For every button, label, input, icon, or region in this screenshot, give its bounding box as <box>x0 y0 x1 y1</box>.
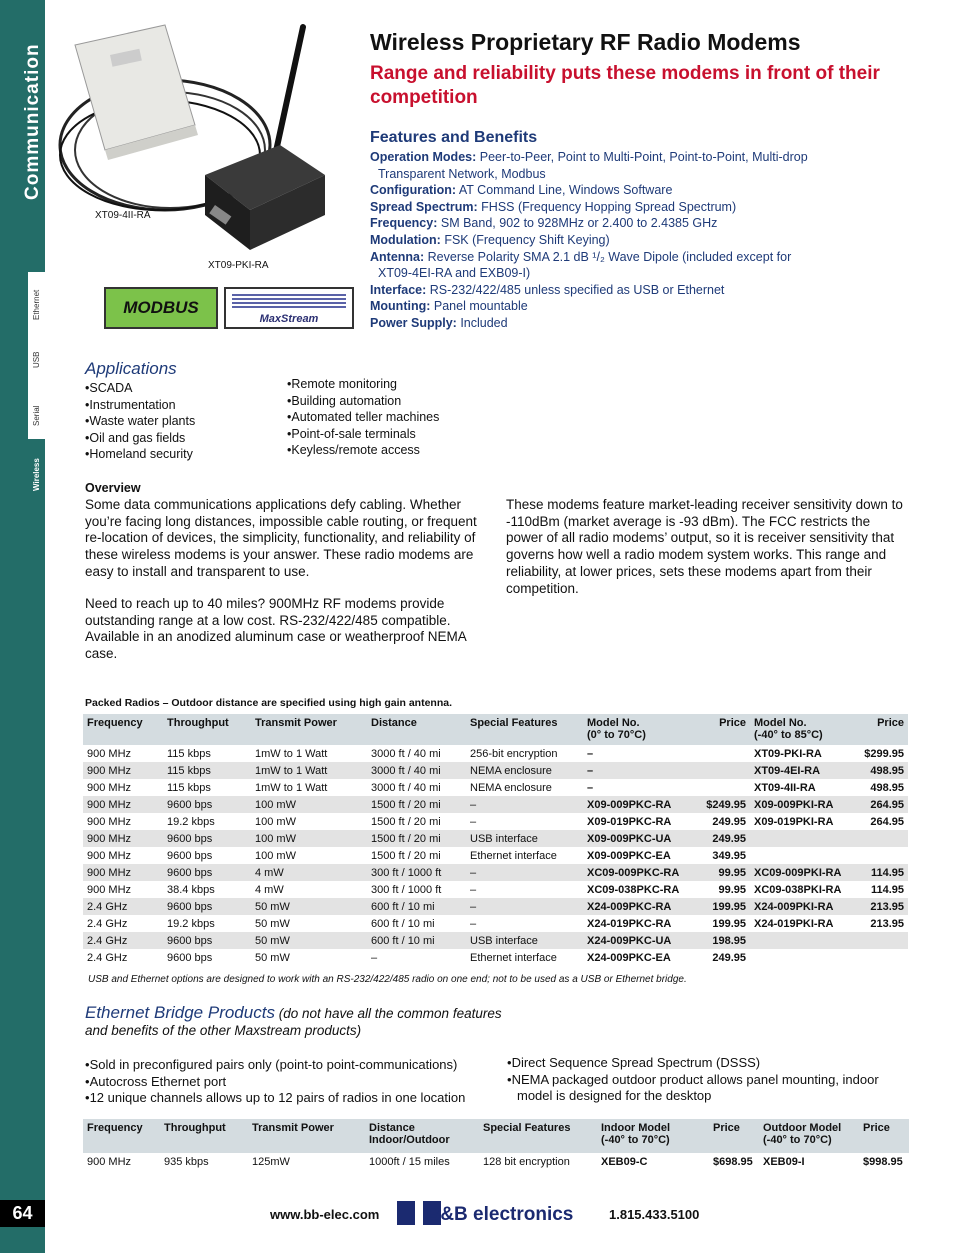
table-cell: X24-019PKC-RA <box>587 917 672 930</box>
table-cell: 900 MHz <box>87 849 132 862</box>
table-cell: 498.95 <box>860 762 908 779</box>
table-cell: 100 mW <box>255 849 296 862</box>
table-cell: 115 kbps <box>163 762 251 779</box>
table-cell: 1500 ft / 20 mi <box>367 796 466 813</box>
table-row <box>83 932 908 949</box>
table-cell: XC09-009PKI-RA <box>750 864 860 881</box>
table-cell: 9600 bps <box>163 796 251 813</box>
table-cell: 100 mW <box>251 830 367 847</box>
table-cell <box>750 932 860 949</box>
table-cell: 2.4 GHz <box>83 932 163 949</box>
applications-list-2 <box>287 376 439 459</box>
list-item: • Automated teller machines <box>287 409 439 426</box>
table-row <box>83 796 908 813</box>
table-row <box>83 949 908 966</box>
product-photo <box>55 15 355 275</box>
table-cell: XT09-PKI-RA <box>754 747 822 760</box>
table-cell: $249.95 <box>691 796 750 813</box>
image-caption: XT09-PKI-RA <box>208 260 269 271</box>
table-cell: 3000 ft / 40 mi <box>367 762 466 779</box>
page-subtitle: Range and reliability puts these modems in front of their competition <box>370 63 880 108</box>
table-cell: 128 bit encryption <box>483 1155 570 1168</box>
table-cell: – <box>583 762 691 779</box>
table-cell <box>691 762 750 779</box>
table-cell <box>691 779 750 796</box>
table-cell: – <box>371 951 378 964</box>
tab-ethernet[interactable]: Ethernet <box>32 289 41 320</box>
list-item: • SCADA <box>85 380 195 397</box>
feature-item: Antenna: Reverse Polarity SMA 2.1 dB ¹/₂ Wave Dipole (included except for <box>370 249 792 264</box>
table-cell <box>750 847 860 864</box>
column-header: Throughput <box>160 1119 248 1153</box>
column-header: Transmit Power <box>251 714 367 745</box>
table-cell: $998.95 <box>863 1155 903 1168</box>
table-cell: NEMA enclosure <box>470 781 552 794</box>
table-cell: 9600 bps <box>167 951 213 964</box>
packed-radios-table <box>83 714 908 966</box>
table-cell: 300 ft / 1000 ft <box>367 864 466 881</box>
table-cell: 600 ft / 10 mi <box>367 932 466 949</box>
feature-item-cont: XT09-4EI-RA and EXB09-I) <box>378 266 531 281</box>
table-cell: – <box>470 815 477 828</box>
table-cell: 19.2 kbps <box>167 815 215 828</box>
table-row <box>83 830 908 847</box>
table-cell: – <box>470 917 477 930</box>
table-cell: X24-019PKI-RA <box>754 917 834 930</box>
features-heading: Features and Benefits <box>370 129 538 146</box>
applications-heading: Applications <box>85 359 177 378</box>
table-cell: 900 MHz <box>87 747 132 760</box>
table-cell: X09-009PKC-UA <box>583 830 691 847</box>
table-cell: 264.95 <box>860 796 908 813</box>
table-cell <box>691 745 750 762</box>
table-cell: 213.95 <box>870 917 904 930</box>
table-cell: X09-019PKI-RA <box>754 815 834 828</box>
table-cell: 3000 ft / 40 mi <box>371 781 441 794</box>
table-cell: 100 mW <box>251 796 367 813</box>
table-cell: 900 MHz <box>83 830 163 847</box>
column-header: Special Features <box>466 714 583 745</box>
table-cell: 264.95 <box>870 815 904 828</box>
table-cell: USB interface <box>466 932 583 949</box>
table-cell: 900 MHz <box>83 762 163 779</box>
tab-serial[interactable]: Serial <box>32 405 41 426</box>
table-cell: $299.95 <box>864 747 904 760</box>
section-title: Communication <box>22 43 43 200</box>
feature-item: Configuration: AT Command Line, Windows Software <box>370 183 673 198</box>
feature-item: Modulation: FSK (Frequency Shift Keying) <box>370 232 610 247</box>
column-header: Model No. (0° to 70°C) <box>583 714 691 745</box>
feature-item: Power Supply: Included <box>370 315 508 330</box>
table-cell: 115 kbps <box>167 781 211 794</box>
list-item: • Autocross Ethernet port <box>85 1074 495 1091</box>
table-cell: XEB09-C <box>601 1155 648 1168</box>
table-cell: 125mW <box>252 1155 290 1168</box>
list-item: • Remote monitoring <box>287 376 439 393</box>
table-cell: 1mW to 1 Watt <box>255 747 328 760</box>
list-item: • Point-of-sale terminals <box>287 426 439 443</box>
column-header: Distance Indoor/Outdoor <box>365 1119 479 1153</box>
table-cell <box>750 949 860 966</box>
table-cell: X09-009PKC-EA <box>587 849 671 862</box>
table-cell <box>860 949 908 966</box>
ethernet-bridge-heading: Ethernet Bridge Products (do not have all the common features and benefits of the other Maxstream products) <box>85 1003 502 1038</box>
table-cell: 9600 bps <box>163 932 251 949</box>
table-cell: Ethernet interface <box>470 849 557 862</box>
table-row <box>83 864 908 881</box>
list-item: • Keyless/remote access <box>287 442 439 459</box>
column-header: Frequency <box>83 714 163 745</box>
table-cell: 349.95 <box>712 849 746 862</box>
section-tabs <box>28 272 45 494</box>
table-row <box>83 779 908 796</box>
table-row <box>83 847 908 864</box>
table-caption: Packed Radios – Outdoor distance are specified using high gain antenna. <box>85 697 452 709</box>
table-row <box>83 881 908 898</box>
table-row <box>83 762 908 779</box>
overview-paragraph: These modems feature market-leading receiver sensitivity down to -110dBm (market average is -93 dBm). The FCC restricts the power of all radio modems’ output, so it is receiver sensitivity that governs how well a radio modem system works. This range and reliability, at lower prices, sets these modems apart from their competition. <box>506 497 903 596</box>
table-cell: – <box>587 747 594 760</box>
table-cell <box>860 830 908 847</box>
table-cell: 115 kbps <box>167 747 211 760</box>
list-item: • Instrumentation <box>85 397 195 414</box>
table-cell: X09-009PKC-RA <box>583 796 691 813</box>
list-item: • Direct Sequence Spread Spectrum (DSSS) <box>507 1055 912 1072</box>
column-header: Throughput <box>163 714 251 745</box>
table-cell: USB interface <box>466 830 583 847</box>
table-cell: XC09-009PKC-RA <box>583 864 691 881</box>
table-cell: 50 mW <box>251 932 367 949</box>
table-cell: 100 mW <box>255 815 296 828</box>
column-header: Price <box>860 714 908 745</box>
table-cell: 50 mW <box>251 898 367 915</box>
table-cell: NEMA enclosure <box>466 762 583 779</box>
table-cell: – <box>466 898 583 915</box>
radio-modem-illustration <box>55 15 355 275</box>
column-header: Price <box>709 1119 759 1153</box>
table-cell: – <box>587 781 594 794</box>
table-cell: 50 mW <box>255 917 290 930</box>
table-row <box>83 915 908 932</box>
table-row <box>83 813 908 830</box>
table-cell <box>860 932 908 949</box>
feature-item: Interface: RS-232/422/485 unless specified as USB or Ethernet <box>370 282 725 297</box>
table-cell: XC09-038PKI-RA <box>754 883 842 896</box>
table-cell: 1500 ft / 20 mi <box>367 830 466 847</box>
table-cell: 114.95 <box>860 864 908 881</box>
table-cell: 9600 bps <box>163 864 251 881</box>
image-caption: XT09-4II-RA <box>95 210 151 221</box>
table-row <box>83 1153 909 1170</box>
maxstream-wordmark: MaxStream <box>259 313 319 325</box>
column-header: Model No. (-40° to 85°C) <box>750 714 860 745</box>
table-cell: 213.95 <box>860 898 908 915</box>
bridge-features-list-2 <box>507 1055 912 1105</box>
table-cell: 935 kbps <box>164 1155 209 1168</box>
table-row <box>83 898 908 915</box>
feature-item: Frequency: SM Band, 902 to 928MHz or 2.400 to 2.4385 GHz <box>370 216 718 231</box>
overview-paragraph: Need to reach up to 40 miles? 900MHz RF modems provide outstanding range at a low cost. RS-232/422/485 compatible. Available in an anodized aluminum case or weatherproof NEMA case. <box>85 596 466 662</box>
column-header: Price <box>691 714 750 745</box>
table-cell: X09-009PKI-RA <box>750 796 860 813</box>
table-header-row <box>83 1119 909 1153</box>
page-number: 64 <box>0 1200 45 1227</box>
table-cell: XT09-4II-RA <box>754 781 816 794</box>
table-cell <box>860 847 908 864</box>
list-item: • Waste water plants <box>85 413 195 430</box>
table-cell: 2.4 GHz <box>87 951 128 964</box>
column-header: Transmit Power <box>248 1119 365 1153</box>
table-cell: – <box>466 864 583 881</box>
table-cell: 900 MHz <box>83 864 163 881</box>
maxstream-logo <box>224 287 354 329</box>
bridge-features-list-1 <box>85 1057 495 1107</box>
table-cell: X24-009PKC-RA <box>583 898 691 915</box>
table-cell: Ethernet interface <box>470 951 557 964</box>
table-cell: 900 MHz <box>87 883 132 896</box>
table-cell: – <box>470 883 477 896</box>
table-header-row <box>83 714 908 745</box>
table-cell: 900 MHz <box>87 815 132 828</box>
table-cell: 3000 ft / 40 mi <box>371 747 441 760</box>
table-cell: 600 ft / 10 mi <box>367 898 466 915</box>
table-cell: 9600 bps <box>163 898 251 915</box>
phone-number: 1.815.433.5100 <box>609 1207 700 1222</box>
column-header: Price <box>859 1119 909 1153</box>
table-cell: XEB09-I <box>763 1155 805 1168</box>
table-cell: 9600 bps <box>163 830 251 847</box>
table-cell: 199.95 <box>691 898 750 915</box>
table-cell: 300 ft / 1000 ft <box>371 883 442 896</box>
table-cell: 1000ft / 15 miles <box>369 1155 450 1168</box>
list-item: • Building automation <box>287 393 439 410</box>
table-cell: 4 mW <box>251 864 367 881</box>
website-link[interactable]: www.bb-elec.com <box>270 1207 380 1222</box>
table-cell: X09-019PKC-RA <box>587 815 672 828</box>
table-cell: 9600 bps <box>167 849 213 862</box>
column-header: Indoor Model (-40° to 70°C) <box>597 1119 709 1153</box>
maxstream-logo-graphic <box>226 289 352 327</box>
table-cell: 99.95 <box>691 864 750 881</box>
table-cell: XC09-038PKC-RA <box>587 883 680 896</box>
feature-item: Mounting: Panel mountable <box>370 299 528 314</box>
table-cell: 50 mW <box>255 951 290 964</box>
page-title: Wireless Proprietary RF Radio Modems <box>370 29 801 55</box>
features-list <box>370 149 910 332</box>
feature-item: Operation Modes: Peer-to-Peer, Point to Multi-Point, Point-to-Point, Multi-drop <box>370 150 808 164</box>
table-cell: 1mW to 1 Watt <box>255 781 328 794</box>
list-item: • Sold in preconfigured pairs only (point-to point-communications) <box>85 1057 495 1074</box>
table-cell: X24-009PKC-UA <box>583 932 691 949</box>
table-cell: 2.4 GHz <box>87 917 128 930</box>
table-cell: X24-009PKI-RA <box>750 898 860 915</box>
table-cell: XT09-4EI-RA <box>750 762 860 779</box>
table-cell: 249.95 <box>712 815 746 828</box>
list-item: • Oil and gas fields <box>85 430 195 447</box>
column-header: Special Features <box>479 1119 597 1153</box>
table-cell: X24-009PKC-EA <box>587 951 671 964</box>
column-header: Outdoor Model (-40° to 70°C) <box>759 1119 859 1153</box>
modbus-logo: MODBUS <box>104 287 218 329</box>
table-cell: 1mW to 1 Watt <box>251 762 367 779</box>
table-note: USB and Ethernet options are designed to work with an RS-232/422/485 radio on one end; not to be used as a USB or Ethernet bridge. <box>88 974 687 985</box>
table-cell: 498.95 <box>870 781 904 794</box>
table-cell: 1500 ft / 20 mi <box>371 815 441 828</box>
list-item: • Homeland security <box>85 446 195 463</box>
column-header: Distance <box>367 714 466 745</box>
table-cell: 1500 ft / 20 mi <box>371 849 441 862</box>
overview-paragraph: Some data communications applications defy cabling. Whether you’re facing long distances, impossible cable routing, or frequent re-location of devices, the simplicity, functionality, and reliability of these wireless modems is your answer. These radio modems are easy to install and transparent to use. <box>85 497 477 579</box>
ethernet-bridge-table <box>83 1119 909 1170</box>
table-row <box>83 745 908 762</box>
feature-item-cont: Transparent Network, Modbus <box>378 166 546 181</box>
table-cell: 198.95 <box>691 932 750 949</box>
table-cell: 256-bit encryption <box>470 747 558 760</box>
list-item: • NEMA packaged outdoor product allows panel mounting, indoor model is designed for the desktop <box>507 1072 912 1105</box>
applications-list-1 <box>85 380 195 463</box>
bb-electronics-logo <box>397 1200 603 1226</box>
table-cell: 38.4 kbps <box>167 883 215 896</box>
tab-wireless[interactable]: Wireless <box>28 439 45 494</box>
table-cell: 900 MHz <box>87 1155 132 1168</box>
table-cell: 19.2 kbps <box>167 917 215 930</box>
table-cell: 900 MHz <box>87 781 132 794</box>
table-cell: 114.95 <box>870 883 904 896</box>
table-cell: 99.95 <box>718 883 746 896</box>
table-cell: 600 ft / 10 mi <box>371 917 435 930</box>
column-header: Frequency <box>83 1119 160 1153</box>
table-cell: 900 MHz <box>83 796 163 813</box>
table-cell: – <box>466 796 583 813</box>
footer <box>270 1200 770 1228</box>
table-cell: 249.95 <box>712 951 746 964</box>
table-cell: 249.95 <box>691 830 750 847</box>
logo-wordmark: B&B electronics <box>426 1204 574 1225</box>
table-cell: 4 mW <box>255 883 284 896</box>
table-cell: $698.95 <box>713 1155 753 1168</box>
feature-item: Spread Spectrum: FHSS (Frequency Hopping Spread Spectrum) <box>370 199 737 214</box>
table-cell: 199.95 <box>712 917 746 930</box>
table-cell: 2.4 GHz <box>83 898 163 915</box>
list-item: • 12 unique channels allows up to 12 pairs of radios in one location <box>85 1090 495 1107</box>
overview-heading: Overview <box>85 481 141 495</box>
table-cell <box>750 830 860 847</box>
tab-usb[interactable]: USB <box>32 351 41 368</box>
